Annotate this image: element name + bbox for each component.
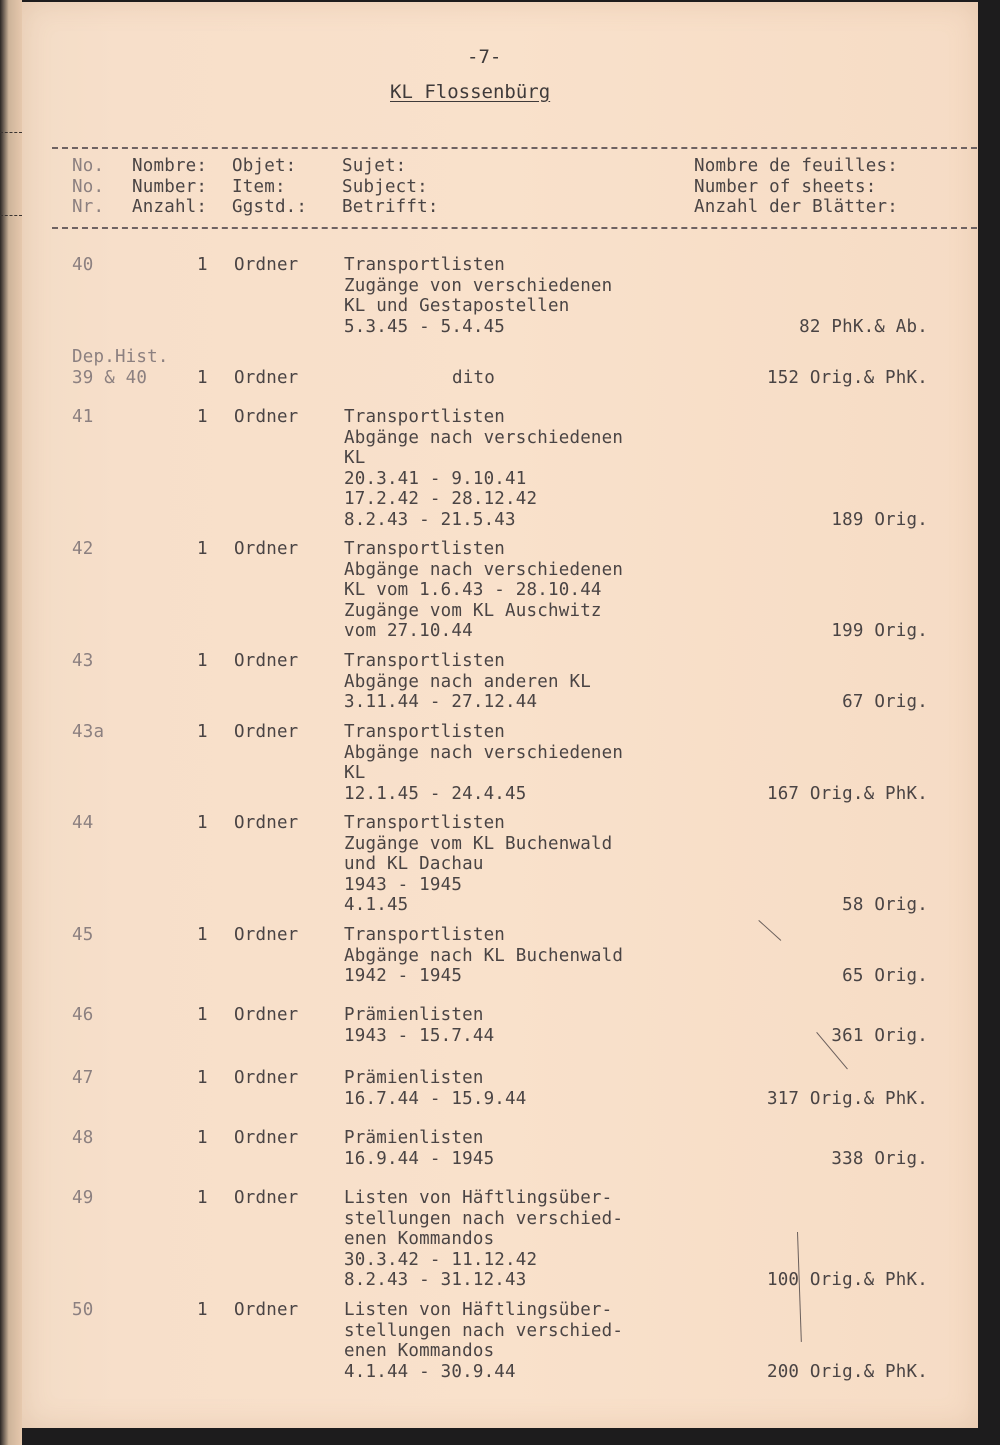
entry-count: 1 [197,1068,208,1088]
entry-subject-line: Zugänge vom KL Buchenwald [344,833,613,854]
entry-number: 43a [72,722,105,742]
entry-count: 1 [197,651,208,671]
header-item [232,156,307,218]
entry-sheets: 317 Orig.& PhK. [766,1088,928,1109]
entry-sheets: 82 PhK.& Ab. [799,316,928,337]
entry-count: 1 [197,813,208,833]
entry-count: 1 [197,255,208,275]
header-sheets-de: Anzahl der Blätter: [694,197,898,217]
entry-subject-line: Prämienlisten [344,1068,484,1088]
entry-subject-line: Zugänge vom KL Auschwitz [344,600,602,621]
entry-subject-line: enen Kommandos [344,1341,495,1361]
entry-count: 1 [197,722,208,742]
entry-number: 48 [72,1128,94,1148]
entry-subject-line: stellungen nach verschied- [344,1320,624,1341]
entry-count: 1 [197,367,208,388]
entry-subject-line: 30.3.42 - 11.12.42 [344,1249,538,1270]
header-no-en: No. [72,176,105,197]
entry-subject-line: Transportlisten [344,539,506,559]
entry-sheets: 100 Orig.& PhK. [766,1270,928,1290]
entry-number: 39 & 40 [72,367,148,388]
entry-subject-line: 1943 - 1945 [344,874,463,895]
entry-subject-line: Abgänge nach anderen KL [344,671,591,692]
adjacent-page-edge [0,0,22,1445]
entry-item: Ordner [234,722,299,742]
entry-subject-line: Transportlisten [344,813,506,833]
entry-subject-line: und KL Dachau [344,854,484,874]
entry-number: Dep.Hist. [72,347,169,367]
entry-subject-line: 16.7.44 - 15.9.44 [344,1088,527,1109]
entry-subject-line: Listen von Häftlingsüber- [344,1188,613,1208]
entry-subject-line: 12.1.45 - 24.4.45 [344,783,527,804]
header-no [72,156,104,218]
entry-subject-line: Prämienlisten [344,1128,484,1148]
entry-subject-line: 20.3.41 - 9.10.41 [344,468,527,489]
header-no-fr: No. [72,156,105,176]
header-number-de: Anzahl: [132,197,208,217]
entry-item: Ordner [234,367,299,388]
entry-subject-line: Abgänge nach verschiedenen [344,559,624,580]
entry-subject-line: Zugänge von verschiedenen [344,275,613,296]
entry-number: 47 [72,1068,94,1088]
entry-subject-line: Abgänge nach KL Buchenwald [344,945,624,966]
header-item-en: Item: [232,176,286,197]
entry-subject-line: Transportlisten [344,255,506,275]
document-title: KL Flossenbürg [390,81,551,103]
entry-subject-line: 1943 - 15.7.44 [344,1025,495,1046]
entry-number: 50 [72,1300,94,1320]
entry-number: 44 [72,813,94,833]
entry-subject-line: 8.2.43 - 31.12.43 [344,1270,527,1290]
entry-number: 45 [72,925,94,945]
entry-count: 1 [197,1300,208,1320]
entry-sheets: 58 Orig. [842,895,928,915]
entry-subject-line: KL [344,763,366,783]
entry-item: Ordner [234,813,299,833]
entry-item: Ordner [234,651,299,671]
header-number [132,156,207,218]
entry-subject-line: KL [344,448,366,468]
entry-count: 1 [197,925,208,945]
entry-sheets: 152 Orig.& PhK. [766,367,928,388]
entry-subject-line: Transportlisten [344,407,506,427]
header-sheets [694,156,898,218]
entry-number: 46 [72,1005,94,1025]
entry-sheets: 200 Orig.& PhK. [766,1361,928,1382]
entry-subject-line: KL vom 1.6.43 - 28.10.44 [344,580,602,600]
entry-count: 1 [197,1005,208,1025]
header-subject [342,156,439,218]
entry-item: Ordner [234,1068,299,1088]
header-subject-en: Subject: [342,176,428,197]
entry-subject-line: stellungen nach verschied- [344,1208,624,1229]
entry-subject-line: 5.3.45 - 5.4.45 [344,316,506,337]
entry-subject-line: 16.9.44 - 1945 [344,1148,495,1169]
entry-item: Ordner [234,539,299,559]
entry-item: Ordner [234,925,299,945]
header-bottom-rule [52,227,977,229]
entry-subject-line: 17.2.42 - 28.12.42 [344,489,538,509]
entry-subject-line: Transportlisten [344,925,506,945]
entry-number: 43 [72,651,94,671]
entry-sheets: 167 Orig.& PhK. [766,783,928,804]
header-sheets-fr: Nombre de feuilles: [694,156,898,176]
entry-subject-line: 8.2.43 - 21.5.43 [344,509,516,530]
header-no-de: Nr. [72,197,105,217]
entry-sheets: 361 Orig. [831,1025,928,1046]
header-subject-de: Betrifft: [342,197,439,217]
entry-subject-line: enen Kommandos [344,1229,495,1249]
entry-subject-line: Transportlisten [344,651,506,671]
entry-sheets: 338 Orig. [831,1148,928,1169]
entry-number: 40 [72,255,94,275]
entry-count: 1 [197,1188,208,1208]
entry-subject-line: Abgänge nach verschiedenen [344,427,624,448]
entry-sheets: 189 Orig. [831,509,928,530]
entry-item: Ordner [234,1128,299,1148]
entry-subject-line: vom 27.10.44 [344,621,473,641]
header-item-de: Ggstd.: [232,197,308,217]
entry-number: 41 [72,407,94,427]
header-number-fr: Nombre: [132,156,208,176]
entry-subject-line: 3.11.44 - 27.12.44 [344,692,538,712]
document-page [22,2,978,1428]
entry-subject-line: Transportlisten [344,722,506,742]
header-number-en: Number: [132,176,208,197]
entry-count: 1 [197,539,208,559]
entry-subject-line: Abgänge nach verschiedenen [344,742,624,763]
header-top-rule [52,147,977,149]
header-subject-fr: Sujet: [342,156,407,176]
entry-sheets: 199 Orig. [831,621,928,641]
entry-count: 1 [197,407,208,427]
pencil-mark [758,920,781,941]
entry-subject-line: dito [452,367,495,388]
entry-item: Ordner [234,255,299,275]
entry-subject-line: Prämienlisten [344,1005,484,1025]
entry-item: Ordner [234,1188,299,1208]
entry-subject-line: KL und Gestapostellen [344,296,570,316]
entry-subject-line: 4.1.45 [344,895,409,915]
entry-count: 1 [197,1128,208,1148]
entry-sheets: 65 Orig. [842,966,928,986]
entry-number: 42 [72,539,94,559]
page-number: -7- [467,46,502,68]
entry-subject-line: 4.1.44 - 30.9.44 [344,1361,516,1382]
header-item-fr: Objet: [232,156,297,176]
entry-sheets: 67 Orig. [842,692,928,712]
entry-item: Ordner [234,1300,299,1320]
entry-item: Ordner [234,1005,299,1025]
entry-subject-line: 1942 - 1945 [344,966,463,986]
entry-number: 49 [72,1188,94,1208]
header-sheets-en: Number of sheets: [694,176,877,197]
entry-subject-line: Listen von Häftlingsüber- [344,1300,613,1320]
entry-item: Ordner [234,407,299,427]
